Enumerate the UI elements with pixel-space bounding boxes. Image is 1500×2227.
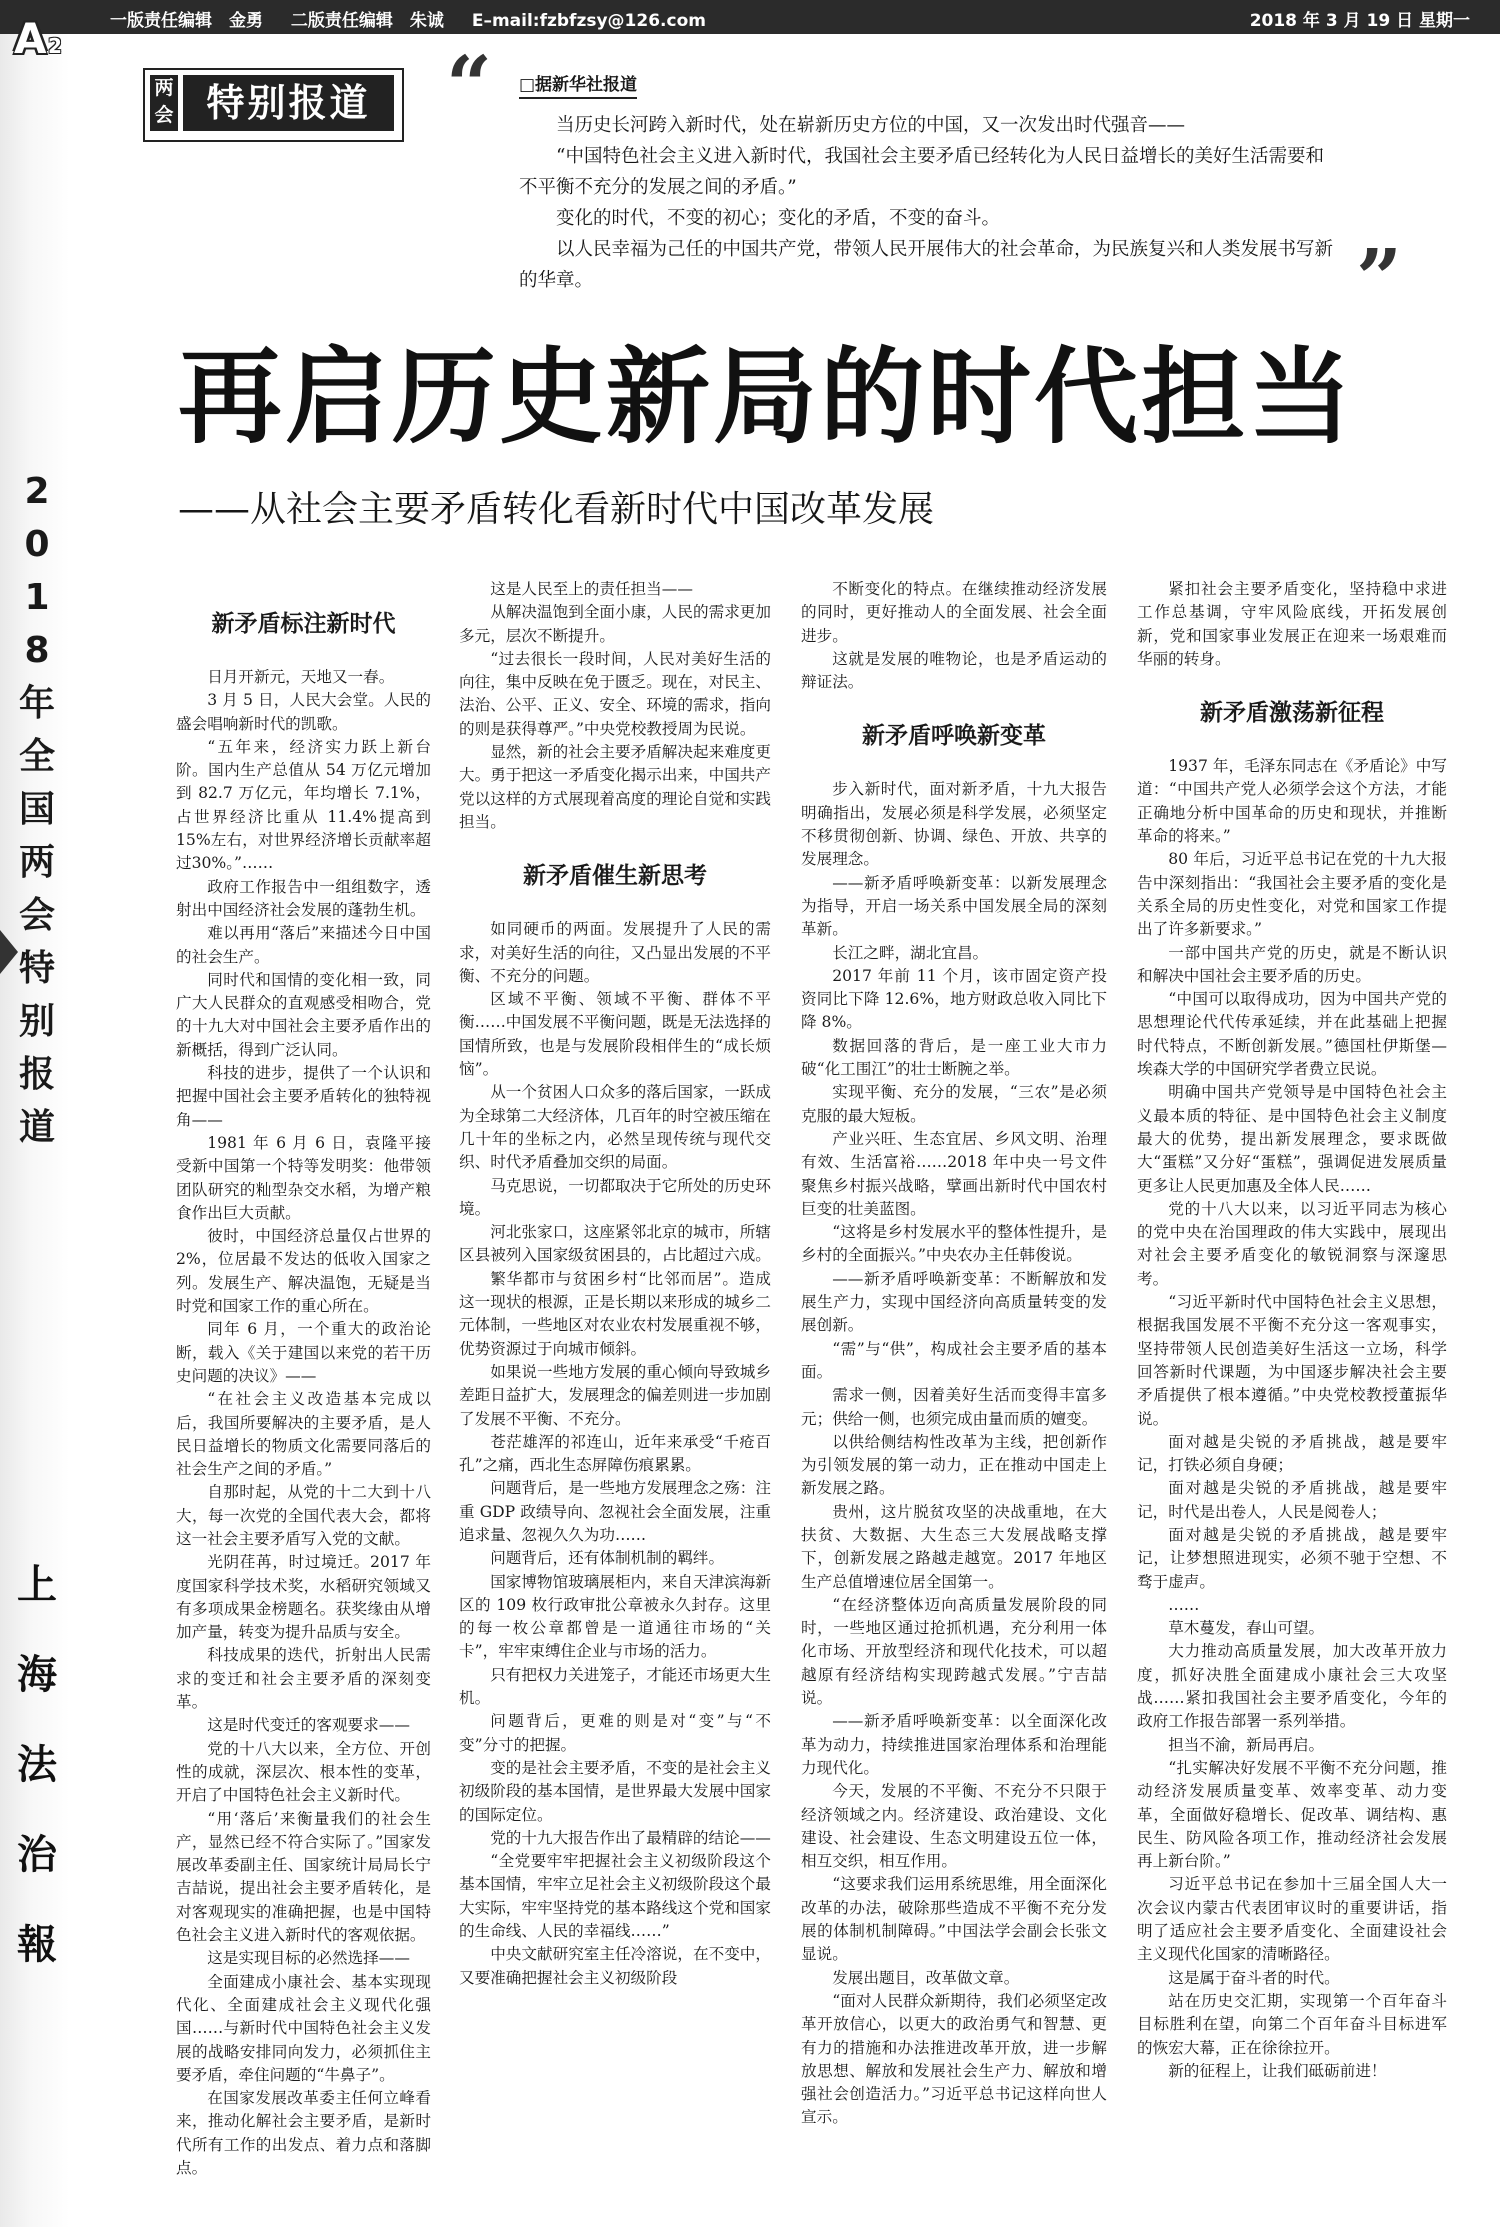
article-paragraph: 问题背后，还有体制机制的羁绊。: [490, 1549, 725, 1568]
article-paragraph: 贵州，这片脱贫攻坚的决战重地，在大扶贫、大数据、大生态三大发展战略支撑下，创新发展之路越走越宽。2017 年地区生产总值增速位居全国第一。: [801, 1502, 1107, 1591]
article-paragraph: ……: [1168, 1595, 1200, 1614]
article-paragraph: 这是实现目标的必然选择——: [207, 1949, 410, 1968]
article-paragraph: 变的是社会主要矛盾，不变的是社会主义初级阶段的基本国情，是世界最大发展中国家的国际定位。: [459, 1758, 771, 1824]
article-paragraph: 发展出题目，改革做文章。: [832, 1968, 1020, 1987]
article-paragraph: 马克思说，一切都取决于它所处的历史环境。: [459, 1176, 771, 1218]
article-paragraph: “面对人民群众新期待，我们必须坚定改革开放信心，以更大的政治勇气和智慧、更有力的措施和办法推进改革开放，进一步解放思想、解放和发展社会生产力、解放和增强社会创造活力。”习近平总书记这样向世人宣示。: [801, 1991, 1107, 2127]
intro-paragraph: 以人民幸福为己任的中国共产党，带领人民开展伟大的社会革命，为民族复兴和人类发展书写新的华章。: [519, 239, 1334, 291]
page-header-bar: [0, 0, 1500, 34]
newspaper-name-char: 法: [17, 1741, 57, 1788]
section-heading: 新矛盾催生新思考: [523, 863, 707, 890]
article-paragraph: “扎实解决好发展不平衡不充分问题，推动经济发展质量变革、效率变革、动力变革，全面做好稳增长、促改革、调结构、惠民生、防风险各项工作，推动经济社会发展再上新台阶。”: [1137, 1758, 1447, 1871]
article-paragraph: “五年来，经济实力跃上新台阶。国内生产总值从 54 万亿元增加到 82.7 万亿元，年均增长 7.1%，占世界经济比重从 11.4%提高到 15%左右，对世界经济增长贡献率超过30%。”……: [176, 737, 431, 873]
article-paragraph: 科技成果的迭代，折射出人民需求的变迁和社会主要矛盾的深刻变革。: [176, 1646, 431, 1712]
article-paragraph: “需”与“供”，构成社会主要矛盾的基本面。: [801, 1339, 1107, 1381]
headline: 再启历史新局的时代担当: [178, 336, 1356, 458]
article-paragraph: “在经济整体迈向高质量发展阶段的同时，一些地区通过抢抓机遇，充分利用一体化市场、开放型经济和现代化技术，可以超越原有经济结构实现跨越式发展。”宁吉喆说。: [801, 1595, 1107, 1708]
article-paragraph: “用‘落后’来衡量我们的社会生产，显然已经不符合实际了。”国家发展改革委副主任、国家统计局局长宁吉喆说，提出社会主要矛盾转化，是对客观现实的准确把握，也是中国特色社会主义进入新时代的客观依据。: [176, 1809, 431, 1945]
article-paragraph: 国家博物馆玻璃展柜内，来自天津滨海新区的 109 枚行政审批公章被永久封存。这里的每一枚公章都曾是一道通往市场的“关卡”，牢牢束缚住企业与市场的活力。: [459, 1572, 771, 1661]
article-paragraph: 草木蔓发，春山可望。: [1168, 1619, 1325, 1638]
article-paragraph: 这是时代变迁的客观要求——: [207, 1716, 410, 1735]
email: E–mail:fzbfzsy@126.com: [471, 11, 706, 31]
article-paragraph: 实现平衡、充分的发展，“三农”是必须克服的最大短板。: [801, 1083, 1107, 1125]
editor-two: 二版责任编辑 朱诚: [290, 11, 444, 31]
article-paragraph: 科技的进步，提供了一个认识和把握中国社会主要矛盾转化的独特视角——: [176, 1064, 431, 1129]
article-paragraph: 2017 年前 11 个月，该市固定资产投资同比下降 12.6%，地方财政总收入同比下降 8%。: [801, 966, 1107, 1032]
article-paragraph: 区域不平衡、领域不平衡、群体不平衡……中国发展不平衡问题，既是无法选择的国情所致，也是与发展阶段相伴生的“成长烦恼”。: [459, 990, 771, 1079]
article-paragraph: 河北张家口，这座紧邻北京的城市，所辖区县被列入国家级贫困县的，占比超过六成。: [459, 1223, 771, 1265]
vertical-title-char: 道: [18, 1107, 55, 1148]
article-paragraph: 这是人民至上的责任担当——: [490, 580, 693, 598]
article-paragraph: 问题背后，更难的则是对“变”与“不变”分寸的把握。: [459, 1712, 771, 1754]
vertical-title-char: 年: [18, 683, 55, 724]
page-letter: A: [14, 14, 47, 63]
article-paragraph: ——新矛盾呼唤新变革：以全面深化改革为动力，持续推进国家治理体系和治理能力现代化。: [801, 1712, 1107, 1777]
article-paragraph: 这是属于奋斗者的时代。: [1168, 1968, 1340, 1987]
article-paragraph: 今天，发展的不平衡、不充分不只限于经济领域之内。经济建设、政治建设、文化建设、社会建设、生态文明建设五位一体，相互交织，相互作用。: [801, 1782, 1107, 1871]
vertical-title-char: 会: [18, 895, 55, 936]
article-paragraph: 不断变化的特点。在继续推动经济发展的同时，更好推动人的全面发展、社会全面进步。: [801, 580, 1107, 645]
article-paragraph: 步入新时代，面对新矛盾，十九大报告明确指出，发展必须是科学发展，必须坚定不移贯彻创新、协调、绿色、开放、共享的发展理念。: [801, 780, 1107, 869]
article-column-3: [801, 578, 1107, 2218]
article-paragraph: 显然，新的社会主要矛盾解决起来难度更大。勇于把这一矛盾变化揭示出来，中国共产党以这样的方式展现着高度的理论自觉和实践担当。: [459, 743, 771, 831]
article-paragraph: 在国家发展改革委主任何立峰看来，推动化解社会主要矛盾，是新时代所有工作的出发点、着力点和落脚点。: [176, 2089, 431, 2177]
vertical-title-char: 报: [18, 1054, 55, 1095]
logo-special-report: 特别报道: [183, 75, 394, 131]
article-paragraph: 党的十八大以来，以习近平同志为核心的党中央在治国理政的伟大实践中，展现出对社会主要矛盾变化的敏锐洞察与深邃思考。: [1137, 1199, 1447, 1288]
article-paragraph: “中国可以取得成功，因为中国共产党的思想理论代代传承延续，并在此基础上把握时代特点，不断创新发展。”德国杜伊斯堡—埃森大学的中国研究学者费立民说。: [1137, 990, 1447, 1079]
intro-paragraph: 变化的时代，不变的初心；变化的矛盾，不变的奋斗。: [556, 208, 1001, 229]
article-paragraph: “习近平新时代中国特色社会主义思想，根据我国发展不平衡不充分这一客观事实，坚持带领人民创造美好生活这一立场，科学回答新时代课题，为中国逐步解决社会主要矛盾提供了根本遵循。”中央党校教授董振华说。: [1137, 1293, 1447, 1428]
vertical-title-char: 别: [18, 1001, 55, 1042]
article-paragraph: ——新矛盾呼唤新变革：不断解放和发展生产力，实现中国经济向高质量转变的发展创新。: [801, 1269, 1107, 1335]
vertical-title-char: 2: [24, 471, 50, 512]
article-paragraph: 新的征程上，让我们砥砺前进！: [1168, 2061, 1387, 2080]
article-paragraph: 问题背后，是一些地方发展理念之殇：注重 GDP 政绩导向、忽视社会全面发展，注重追求量、忽视久久为功……: [459, 1479, 771, 1544]
article-paragraph: 长江之畔，湖北宜昌。: [832, 943, 989, 962]
article-paragraph: 日月开新元，天地又一春。: [207, 668, 395, 686]
article-paragraph: 党的十八大以来，全方位、开创性的成就，深层次、根本性的变革，开启了中国特色社会主义新时代。: [176, 1739, 431, 1805]
article-paragraph: “这要求我们运用系统思维，用全面深化改革的办法，破除那些造成不平衡不充分发展的体制机制障碍。”中国法学会副会长张文显说。: [801, 1875, 1107, 1964]
article-column-4: [1137, 578, 1447, 2218]
article-paragraph: 明确中国共产党领导是中国特色社会主义最本质的特征、是中国特色社会主义制度最大的优势，提出新发展理念，要求既做大“蛋糕”又分好“蛋糕”，强调促进发展质量更多让人民更加惠及全体人民……: [1137, 1083, 1447, 1195]
article-paragraph: 面对越是尖锐的矛盾挑战，越是要牢记，让梦想照进现实，必须不驰于空想、不骛于虚声。: [1137, 1525, 1447, 1591]
article-paragraph: 从解决温饱到全面小康，人民的需求更加多元，层次不断提升。: [459, 603, 771, 645]
vertical-title-char: 0: [24, 524, 50, 565]
vertical-title-char: 特: [18, 948, 55, 989]
article-paragraph: 全面建成小康社会、基本实现现代化、全面建成社会主义现代化强国……与新时代中国特色社会主义发展的战略安排同向发力，必须抓住主要矛盾，牵住问题的“牛鼻子”。: [176, 1972, 431, 2084]
article-paragraph: 繁华都市与贫困乡村“比邻而居”。造成这一现状的根源，正是长期以来形成的城乡二元体制，一些地区对农业农村发展重视不够，优势资源过于向城市倾斜。: [459, 1269, 771, 1358]
newspaper-name-vertical: [14, 1540, 60, 1990]
intro-paragraph: “中国特色社会主义进入新时代，我国社会主要矛盾已经转化为人民日益增长的美好生活需要和不平衡不充分的发展之间的矛盾。”: [519, 146, 1324, 198]
article-paragraph: 难以再用“落后”来描述今日中国的社会生产。: [176, 924, 431, 966]
article-paragraph: 党的十九大报告作出了最精辟的结论——: [490, 1828, 771, 1847]
article-paragraph: 面对越是尖锐的矛盾挑战，越是要牢记，时代是出卷人，人民是阅卷人；: [1137, 1479, 1447, 1521]
article-paragraph: 大力推动高质量发展，加大改革开放力度，抓好决胜全面建成小康社会三大攻坚战……紧扣我国社会主要矛盾变化，今年的政府工作报告部署一系列举措。: [1137, 1642, 1447, 1731]
article-paragraph: 苍茫雄浑的祁连山，近年来承受“千疮百孔”之痛，西北生态屏障伤痕累累。: [459, 1432, 771, 1475]
page-number: 2: [48, 34, 62, 58]
article-paragraph: 一部中国共产党的历史，就是不断认识和解决中国社会主要矛盾的历史。: [1137, 943, 1447, 985]
newspaper-name-char: 上: [17, 1561, 57, 1608]
article-paragraph: “在社会主义改造基本完成以后，我国所要解决的主要矛盾，是人民日益增长的物质文化需要同落后的社会生产之间的矛盾。”: [176, 1390, 431, 1479]
editor-info: [110, 6, 728, 31]
intro-block: [519, 110, 1341, 296]
section-heading: 新矛盾激荡新征程: [1200, 700, 1384, 727]
article-paragraph: 紧扣社会主要矛盾变化，坚持稳中求进工作总基调，守牢风险底线，开拓发展创新，党和国家事业发展正在迎来一场艰难而华丽的转身。: [1137, 580, 1447, 668]
article-paragraph: 彼时，中国经济总量仅占世界的2%，位居最不发达的低收入国家之列。发展生产、解决温饱，无疑是当时党和国家工作的重心所在。: [176, 1227, 431, 1316]
page-badge: [10, 14, 72, 63]
article-paragraph: ——新矛盾呼唤新变革：以新发展理念为指导，开启一场关系中国发展全局的深刻革新。: [801, 873, 1107, 939]
section-heading: 新矛盾标注新时代: [211, 611, 396, 637]
article-paragraph: 自那时起，从党的十二大到十八大，每一次党的全国代表大会，都将这一社会主要矛盾写入党的文献。: [176, 1483, 431, 1548]
article-paragraph: 光阴荏苒，时过境迁。2017 年度国家科学技术奖，水稻研究领域又有多项成果金榜题名。获奖缘由从增加产量，转变为提升品质与安全。: [176, 1553, 431, 1642]
article-paragraph: 这就是发展的唯物论，也是矛盾运动的辩证法。: [801, 649, 1107, 692]
article-paragraph: 1981 年 6 月 6 日，袁隆平接受新中国第一个特等发明奖：他带领团队研究的籼型杂交水稻，为增产粮食作出巨大贡献。: [176, 1133, 431, 1222]
article-paragraph: 面对越是尖锐的矛盾挑战，越是要牢记，打铁必须自身硬；: [1137, 1432, 1447, 1475]
newspaper-name-char: 報: [17, 1921, 57, 1968]
issue-date: 2018 年 3 月 19 日 星期一: [1249, 11, 1470, 31]
article-paragraph: “全党要牢牢把握社会主义初级阶段这个基本国情，牢牢立足社会主义初级阶段这个最大实际，牢牢坚持党的基本路线这个党和国家的生命线、人民的幸福线……”: [459, 1852, 771, 1941]
side-arrow-marker: [0, 930, 18, 974]
article-paragraph: 站在历史交汇期，实现第一个百年奋斗目标胜利在望，向第二个百年奋斗目标进军的恢宏大幕，正在徐徐拉开。: [1137, 1991, 1447, 2057]
editor-one: 一版责任编辑 金勇: [110, 11, 263, 31]
subheadline: ——从社会主要矛盾转化看新时代中国改革发展: [178, 489, 935, 530]
article-paragraph: 习近平总书记在参加十三届全国人大一次会议内蒙古代表团审议时的重要讲话，指明了适应社会主要矛盾变化、全面建设社会主义现代化国家的清晰路径。: [1137, 1875, 1447, 1964]
article-paragraph: 担当不渝，新局再启。: [1168, 1735, 1325, 1754]
article-paragraph: 中央文献研究室主任冷溶说，在不变中，又要准确把握社会主义初级阶段: [459, 1945, 771, 1987]
newspaper-name-char: 治: [17, 1831, 57, 1878]
article-paragraph: 同时代和国情的变化相一致，同广大人民群众的直观感受相吻合，党的十九大对中国社会主要矛盾作出的新概括，得到广泛认同。: [176, 970, 431, 1059]
open-quote-mark: “: [446, 38, 493, 132]
vertical-title-char: 全: [18, 736, 55, 777]
byline: □据新华社报道: [519, 70, 637, 99]
article-paragraph: 1937 年，毛泽东同志在《矛盾论》中写道：“中国共产党人必须学会这个方法，才能正确地分析中国革命的历史和现状，并推断革命的将来。”: [1137, 757, 1447, 846]
article-paragraph: 产业兴旺、生态宜居、乡风文明、治理有效、生活富裕……2018 年中央一号文件聚焦乡村振兴战略，擘画出新时代中国农村巨变的壮美蓝图。: [801, 1129, 1107, 1218]
intro-paragraph: 当历史长河跨入新时代，处在崭新历史方位的中国，又一次发出时代强音——: [556, 115, 1186, 136]
close-quote-mark: ”: [1356, 231, 1403, 325]
article-paragraph: “这将是乡村发展水平的整体性提升，是乡村的全面振兴。”中央农办主任韩俊说。: [801, 1223, 1107, 1265]
article-paragraph: 如同硬币的两面。发展提升了人民的需求，对美好生活的向往，又凸显出发展的不平衡、不充分的问题。: [459, 920, 771, 985]
special-report-logo: [143, 68, 404, 142]
article-column-1: [176, 578, 431, 2218]
article-paragraph: 同年 6 月，一个重大的政治论断，载入《关于建国以来党的若干历史问题的决议》——: [176, 1320, 431, 1385]
vertical-title-char: 两: [18, 842, 55, 883]
article-paragraph: 如果说一些地方发展的重心倾向导致城乡差距日益扩大，发展理念的偏差则进一步加剧了发展不平衡、不充分。: [459, 1362, 771, 1428]
article-paragraph: 数据回落的背后，是一座工业大市力破“化工围江”的壮士断腕之举。: [801, 1036, 1107, 1079]
vertical-section-title: [16, 465, 58, 1154]
section-heading: 新矛盾呼唤新变革: [862, 723, 1046, 750]
article-paragraph: 从一个贫困人口众多的落后国家，一跃成为全球第二大经济体，几百年的时空被压缩在几十年的坐标之内，必然呈现传统与现代交织、时代矛盾叠加交织的局面。: [459, 1083, 771, 1172]
vertical-title-char: 1: [24, 577, 50, 618]
article-paragraph: 以供给侧结构性改革为主线，把创新作为引领发展的第一动力，正在推动中国走上新发展之路。: [801, 1432, 1107, 1498]
article-paragraph: 政府工作报告中一组组数字，透射出中国经济社会发展的蓬勃生机。: [176, 877, 431, 919]
article-paragraph: “过去很长一段时间，人民对美好生活的向往，集中反映在免于匮乏。现在，对民主、法治、公平、正义、安全、环境的需求，指向的则是获得尊严。”中央党校教授周为民说。: [459, 649, 771, 738]
logo-two-sessions: 两会: [150, 75, 178, 131]
article-paragraph: 只有把权力关进笼子，才能还市场更大生机。: [459, 1665, 771, 1708]
article-paragraph: 80 年后，习近平总书记在党的十九大报告中深刻指出：“我国社会主要矛盾的变化是关系全局的历史性变化，对党和国家工作提出了许多新要求。”: [1137, 850, 1447, 939]
vertical-title-char: 8: [24, 630, 50, 671]
article-paragraph: 需求一侧，因着美好生活而变得丰富多元；供给一侧，也须完成由量而质的嬗变。: [801, 1386, 1107, 1428]
newspaper-name-char: 海: [17, 1651, 57, 1698]
vertical-title-char: 国: [18, 789, 55, 830]
article-column-2: [459, 578, 771, 2218]
article-paragraph: 3 月 5 日，人民大会堂。人民的盛会唱响新时代的凯歌。: [176, 691, 431, 733]
